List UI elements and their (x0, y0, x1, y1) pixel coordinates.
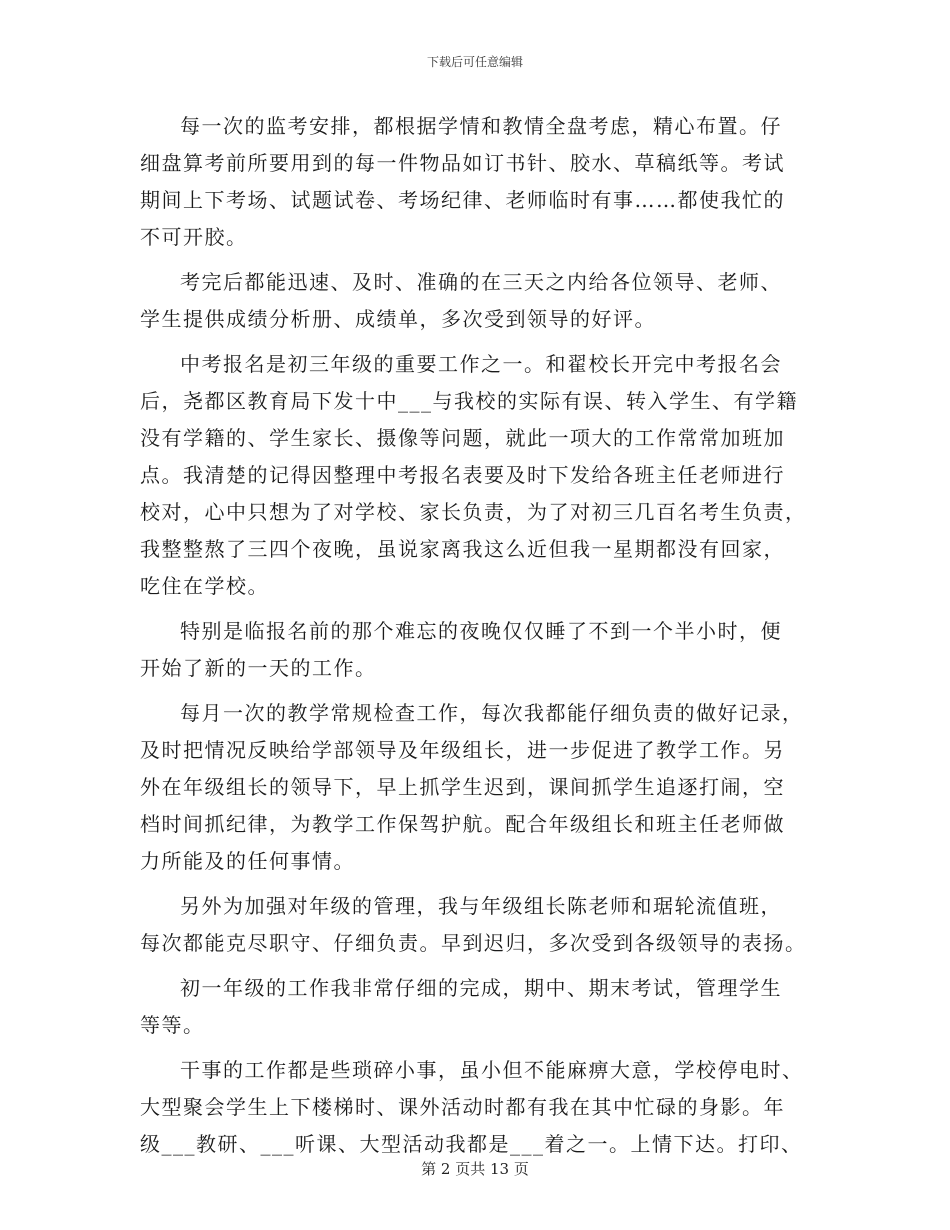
text-line: 另外为加强对年级的管理，我与年级组长陈老师和琚轮流值班， (180, 894, 782, 918)
text-line: 每次都能克尽职守、仔细负责。早到迟归，多次受到各级领导的表扬。 (140, 931, 807, 955)
text-line: 学生提供成绩分析册、成绩单，多次受到领导的好评。 (140, 307, 656, 331)
paragraph (140, 888, 807, 962)
text-line: 等等。 (140, 1013, 205, 1037)
paragraph (140, 970, 800, 1044)
text-line: 考完后都能迅速、及时、准确的在三天之内给各位领导、老师、 (180, 270, 782, 294)
text-line: 开始了新的一天的工作。 (140, 656, 377, 680)
text-line: 力所能及的任何事情。 (140, 849, 355, 873)
text-line: 每月一次的教学常规检查工作，每次我都能仔细负责的做好记录， (180, 701, 804, 725)
text-line: 大型聚会学生上下楼梯时、课外活动时都有我在其中忙碌的身影。年 (140, 1095, 785, 1119)
text-line: 我整整熬了三四个夜晚，虽说家离我这么近但我一星期都没有回家， (140, 537, 785, 561)
text-line: 档时间抓纪律，为教学工作保驾护航。配合年级组长和班主任老师做 (140, 812, 785, 836)
text-line: 中考报名是初三年级的重要工作之一。和翟校长开完中考报名会 (180, 352, 782, 376)
paragraph (140, 695, 804, 880)
paragraph (140, 613, 800, 687)
text-line: 点。我清楚的记得因整理中考报名表要及时下发给各班主任老师进行 (140, 463, 785, 487)
text-line: 细盘算考前所要用到的每一件物品如订书针、胶水、草稿纸等。考试 (140, 151, 785, 175)
page-footer: 第 2 页共 13 页 (421, 1160, 529, 1178)
text-line: 后，尧都区教育局下发十中___与我校的实际有误、转入学生、有学籍 (140, 389, 798, 413)
text-line: 没有学籍的、学生家长、摄像等问题，就此一项大的工作常常加班加 (140, 426, 785, 450)
text-line: 每一次的监考安排，都根据学情和教情全盘考虑，精心布置。仔 (180, 114, 782, 138)
text-line: 校对，心中只想为了对学校、家长负责，为了对初三几百名考生负责， (140, 500, 807, 524)
paragraph (140, 264, 800, 338)
text-line: 外在年级组长的领导下，早上抓学生迟到，课间抓学生追逐打闹，空 (140, 775, 785, 799)
text-line: 级___教研、___听课、大型活动我都是___着之一。上情下达。打印、 (140, 1132, 803, 1156)
text-line: 特别是临报名前的那个难忘的夜晚仅仅睡了不到一个半小时，便 (180, 619, 782, 643)
page-header: 下载后可任意编辑 (426, 55, 523, 69)
paragraph (140, 1052, 804, 1163)
text-line: 期间上下考场、试题试卷、考场纪律、老师临时有事……都使我忙的 (140, 188, 785, 212)
paragraph (140, 108, 800, 256)
text-line: 及时把情况反映给学部领导及年级组长，进一步促进了教学工作。另 (140, 738, 785, 762)
paragraph (140, 346, 807, 605)
text-line: 初一年级的工作我非常仔细的完成，期中、期末考试，管理学生 (180, 976, 782, 1000)
text-line: 吃住在学校。 (140, 574, 269, 598)
text-line: 干事的工作都是些琐碎小事，虽小但不能麻痹大意，学校停电时、 (180, 1058, 804, 1082)
text-line: 不可开胶。 (140, 225, 248, 249)
document-body (140, 108, 807, 1171)
